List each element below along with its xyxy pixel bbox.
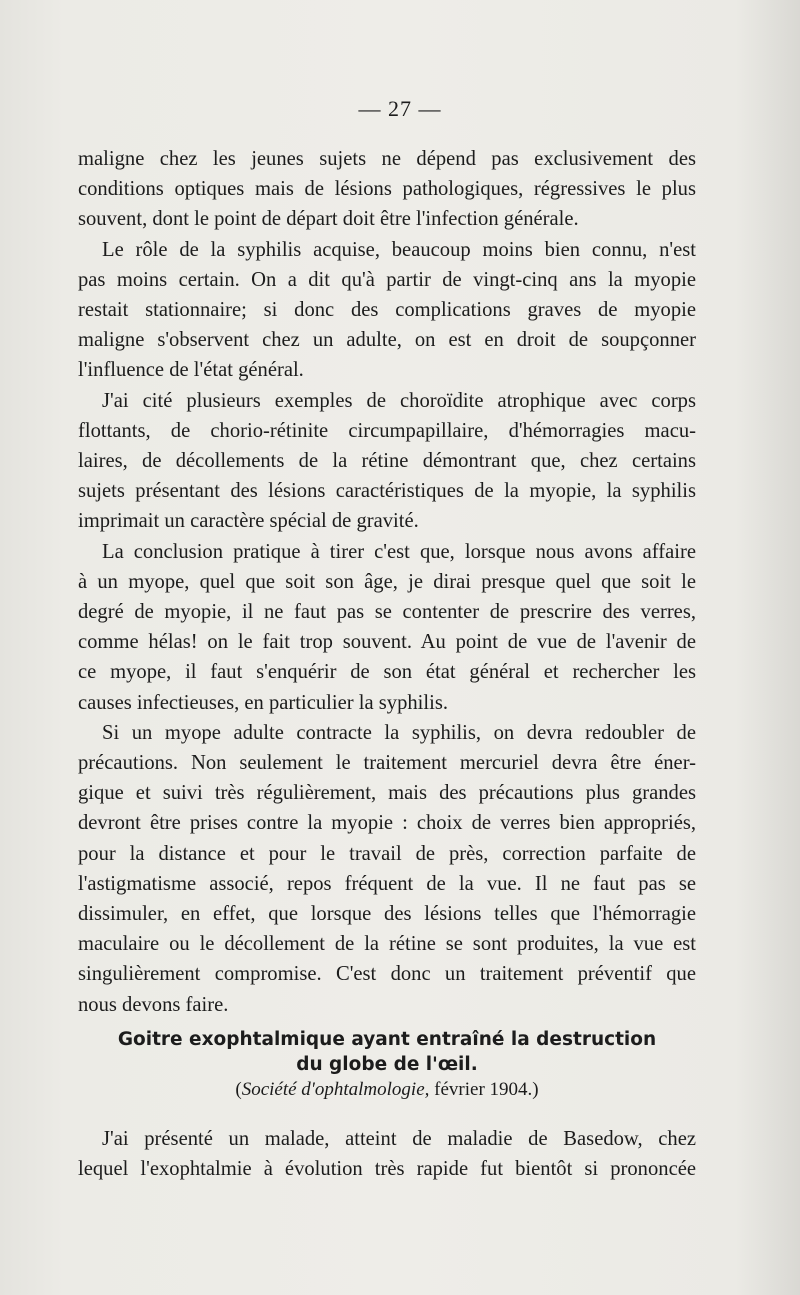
text-line: degré de myopie, il ne faut pas se contenter de prescrire des verres,	[78, 601, 696, 624]
section-body-text	[78, 1124, 696, 1184]
body-text	[78, 144, 696, 1020]
text-line: maligne chez les jeunes sujets ne dépend pas exclusivement des	[78, 148, 696, 170]
text-line: maculaire ou le décollement de la rétine se sont produites, la vue est	[78, 933, 696, 956]
text-line: sujets présentant des lésions caractéristiques de la myopie, la syphilis	[78, 480, 696, 503]
text-line: pour la distance et pour le travail de près, correction parfaite de	[78, 842, 696, 865]
text-line: J'ai présenté un malade, atteint de maladie de Basedow, chez	[102, 1128, 696, 1150]
text-line: J'ai cité plusieurs exemples de choroïdite atrophique avec corps	[102, 389, 696, 412]
text-line: nous devons faire.	[78, 993, 229, 1016]
citation-society: Société d'ophtalmologie,	[241, 1079, 430, 1100]
page-number: — 27 —	[358, 96, 442, 121]
text-line: singulièrement compromise. C'est donc un traitement préventif que	[78, 963, 696, 986]
text-line: Le rôle de la syphilis acquise, beaucoup moins bien connu, n'est	[102, 238, 696, 261]
text-line: ce myope, il faut s'enquérir de son état général et rechercher les	[78, 661, 696, 684]
section-heading-line-1: Goitre exophtalmique ayant entraîné la destruction	[117, 1029, 657, 1050]
text-line: devront être prises contre la myopie : choix de verres bien appropriés,	[78, 812, 696, 835]
text-line: à un myope, quel que soit son âge, je dirai presque quel que soit le	[78, 570, 696, 593]
text-line: dissimuler, en effet, que lorsque des lésions telles que l'hémorragie	[78, 903, 696, 926]
text-line: comme hélas! on le fait trop souvent. Au point de vue de l'avenir de	[78, 631, 696, 654]
text-line: maligne s'observent chez un adulte, on est en droit de soupçonner	[78, 329, 696, 352]
text-line: causes infectieuses, en particulier la syphilis.	[78, 691, 448, 714]
text-line: conditions optiques mais de lésions pathologiques, régressives le plus	[78, 178, 696, 201]
section-heading	[78, 1027, 696, 1077]
section-heading-line-2: du globe de l'œil.	[296, 1054, 478, 1075]
text-line: restait stationnaire; si donc des complications graves de myopie	[78, 299, 696, 322]
text-line: Si un myope adulte contracte la syphilis, on devra redoubler de	[102, 721, 696, 744]
section-citation	[78, 1077, 696, 1103]
text-line: laires, de décollements de la rétine démontrant que, chez certains	[78, 450, 696, 473]
text-line: pas moins certain. On a dit qu'à partir de vingt-cinq ans la myopie	[78, 268, 696, 291]
text-line: La conclusion pratique à tirer c'est que, lorsque nous avons affaire	[102, 540, 696, 563]
citation-date: février 1904.)	[434, 1079, 539, 1100]
text-line: souvent, dont le point de départ doit être l'infection générale.	[78, 208, 579, 231]
citation-open: (	[235, 1079, 242, 1100]
text-line: gique et suivi très régulièrement, mais des précautions plus grandes	[78, 782, 696, 805]
text-line: lequel l'exophtalmie à évolution très rapide fut bientôt si prononcée	[78, 1158, 696, 1180]
text-line: imprimait un caractère spécial de gravité.	[78, 510, 419, 533]
text-line: l'influence de l'état général.	[78, 359, 304, 382]
text-line: l'astigmatisme associé, repos fréquent de la vue. Il ne faut pas se	[78, 872, 696, 895]
text-line: précautions. Non seulement le traitement mercuriel devra être éner-	[78, 752, 696, 775]
text-line: flottants, de chorio-rétinite circumpapillaire, d'hémorragies macu-	[78, 419, 696, 442]
